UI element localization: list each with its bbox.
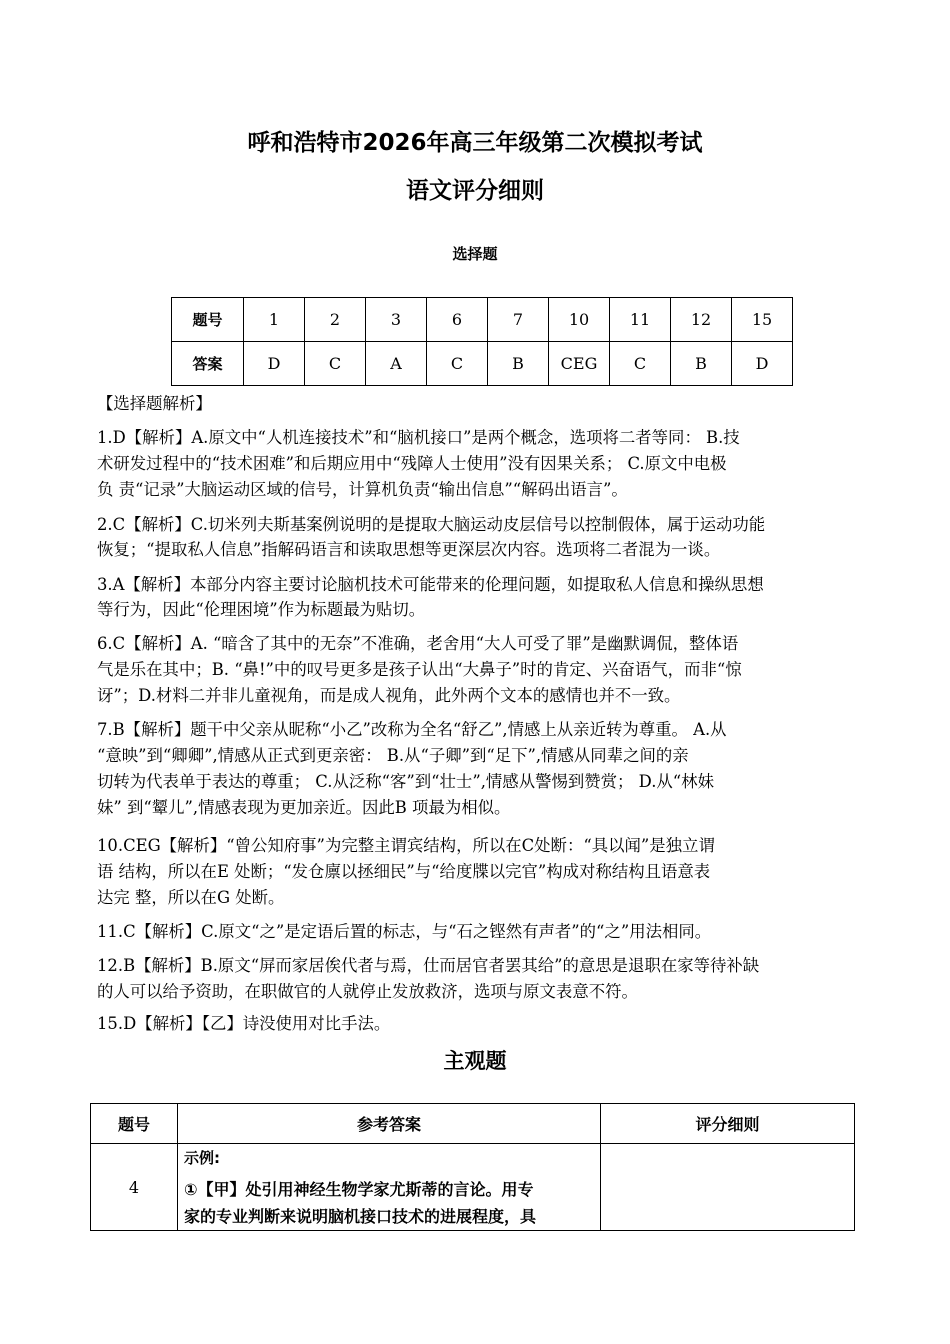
- answer-text-line: 家的专业判断来说明脑机接口技术的进展程度，具: [184, 1207, 537, 1226]
- analysis-line: 10.CEG【解析】“曾公知府事”为完整主谓宾结构，所以在C处断：“具以闻”是独立谓: [97, 836, 715, 855]
- answer-cell: CEG: [549, 342, 610, 386]
- answer-cell: C: [610, 342, 671, 386]
- choice-answer-table: [171, 297, 793, 386]
- question-number: 4: [91, 1144, 178, 1231]
- row-label-question-number: 题号: [172, 298, 244, 342]
- analysis-line: 术研发过程中的“技术困难”和后期应用中“残障人士使用”没有因果关系； C.原文中电极: [97, 454, 727, 473]
- question-number-cell: 15: [732, 298, 793, 342]
- answer-cell: C: [427, 342, 488, 386]
- analysis-line: 7.B【解析】题干中父亲从昵称“小乙”改称为全名“舒乙”,情感上从亲近转为尊重。 A.从: [97, 720, 727, 739]
- analysis-line: 恢复；“提取私人信息”指解码语言和读取思想等更深层次内容。选项将二者混为一谈。: [97, 540, 721, 559]
- analysis-line: 气是乐在其中；B. “鼻!”中的叹号更多是孩子认出“大鼻子”时的肯定、兴奋语气，而非“惊: [97, 660, 742, 679]
- section-title-subjective: 主观题: [443, 1049, 507, 1073]
- question-number-row: [172, 298, 793, 342]
- document-subtitle: 语文评分细则: [406, 178, 544, 204]
- answer-cell: D: [244, 342, 305, 386]
- header-scoring-rules: 评分细则: [601, 1104, 855, 1144]
- header-question-number: 题号: [91, 1104, 178, 1144]
- section-title-choice: 选择题: [452, 245, 498, 263]
- question-number-cell: 3: [366, 298, 427, 342]
- analysis-line: 等行为，因此“伦理困境”作为标题最为贴切。: [97, 600, 426, 619]
- header-reference-answer: 参考答案: [178, 1104, 601, 1144]
- analysis-line: “意映”到“卿卿”,情感从正式到更亲密： B.从“子卿”到“足下”,情感从同辈之间的亲: [97, 746, 689, 765]
- document-title: 呼和浩特市2026年高三年级第二次模拟考试: [247, 130, 703, 156]
- analysis-line: 语 结构，所以在E 处断；“发仓廪以拯细民”与“给度牒以完官”构成对称结构且语意表: [97, 862, 711, 881]
- example-label: 示例:: [184, 1149, 220, 1167]
- scoring-rules-cell: [601, 1144, 855, 1231]
- question-number-cell: 6: [427, 298, 488, 342]
- question-number-cell: 10: [549, 298, 610, 342]
- analysis-line: 1.D【解析】A.原文中“人机连接技术”和“脑机接口”是两个概念，选项将二者等同： B.技: [97, 428, 740, 447]
- analysis-line: 达完 整，所以在G 处断。: [97, 888, 285, 907]
- question-number-cell: 12: [671, 298, 732, 342]
- answer-cell: C: [305, 342, 366, 386]
- subjective-header-row: [91, 1104, 855, 1144]
- analysis-line: 15.D【解析】【乙】诗没使用对比手法。: [97, 1014, 391, 1033]
- analysis-line: 12.B【解析】B.原文“屏而家居俟代者与焉，仕而居官者罢其给”的意思是退职在家等待补缺: [97, 956, 760, 975]
- analysis-line: 负 责“记录”大脑运动区域的信号，计算机负责“输出信息”“解码出语言”。: [97, 480, 628, 499]
- row-label-answer: 答案: [172, 342, 244, 386]
- table-row: [91, 1144, 855, 1231]
- answer-cell: B: [488, 342, 549, 386]
- analysis-line: 11.C【解析】C.原文“之”是定语后置的标志，与“石之铿然有声者”的“之”用法相同。: [97, 922, 712, 941]
- answer-cell: D: [732, 342, 793, 386]
- analysis-line: 妹” 到“颦儿”,情感表现为更加亲近。因此B 项最为相似。: [97, 798, 511, 817]
- analysis-heading: 【选择题解析】: [97, 394, 212, 413]
- analysis-line: 6.C【解析】A. “暗含了其中的无奈”不准确，老舍用“大人可受了罪”是幽默调侃，整体语: [97, 634, 739, 653]
- analysis-line: 讶”；D.材料二并非儿童视角，而是成人视角，此外两个文本的感情也并不一致。: [97, 686, 681, 705]
- question-number-cell: 11: [610, 298, 671, 342]
- question-number-cell: 2: [305, 298, 366, 342]
- question-number-cell: 7: [488, 298, 549, 342]
- answer-row: [172, 342, 793, 386]
- analysis-line: 的人可以给予资助，在职做官的人就停止发放救济，选项与原文表意不符。: [97, 982, 638, 1001]
- question-number-cell: 1: [244, 298, 305, 342]
- subjective-table: [90, 1103, 855, 1231]
- answer-cell: B: [671, 342, 732, 386]
- answer-cell: A: [366, 342, 427, 386]
- answer-text-line: ①【甲】处引用神经生物学家尤斯蒂的言论。用专: [184, 1180, 534, 1199]
- analysis-line: 3.A【解析】本部分内容主要讨论脑机技术可能带来的伦理问题，如提取私人信息和操纵思想: [97, 575, 764, 594]
- analysis-line: 切转为代表单于表达的尊重； C.从泛称“客”到“壮士”,情感从警惕到赞赏； D.从“林妹: [97, 772, 714, 791]
- analysis-line: 2.C【解析】C.切米列夫斯基案例说明的是提取大脑运动皮层信号以控制假体，属于运动功能: [97, 515, 766, 534]
- reference-answer-cell: [178, 1144, 601, 1231]
